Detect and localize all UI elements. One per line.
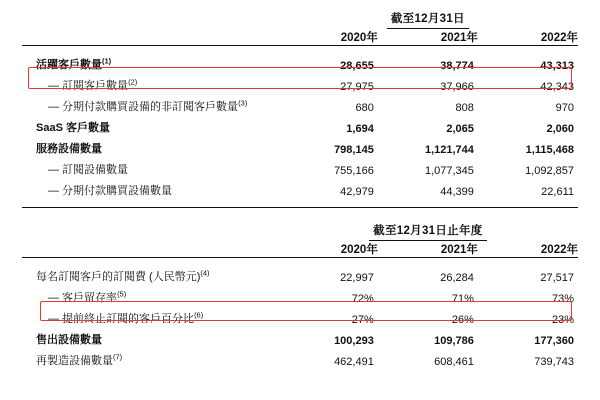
row-label-service-devices-text: 服務設備數量 <box>36 142 102 155</box>
cell-retention-rate-2020: 72% <box>351 292 374 305</box>
cell-early-termination-2022: 23% <box>551 313 574 326</box>
section1-header-spacer <box>22 10 278 29</box>
customer-metrics-table <box>22 10 578 208</box>
row-label-remanufactured-devices-text: 再製造設備數量 <box>36 354 113 367</box>
row-label-retention-rate-text: — 客戶留存率 <box>48 291 118 304</box>
section1-bottom-spacer <box>22 200 578 207</box>
annual-metrics-table <box>22 222 578 370</box>
section1-year-2021: 2021年 <box>440 32 478 44</box>
cell-subscription-fee-2021: 26,284 <box>440 271 474 284</box>
cell-devices-sold-2021: 109,786 <box>434 334 474 347</box>
cell-early-termination-2021: 26% <box>451 313 474 326</box>
cell-installment-devices-2022: 22,611 <box>541 185 574 198</box>
table-row <box>22 265 578 286</box>
cell-installment-devices-2020: 42,979 <box>340 185 374 198</box>
row-label-devices-sold-text: 售出設備數量 <box>36 333 102 346</box>
cell-installment-devices-2021: 44,399 <box>440 185 474 198</box>
cell-subscription-devices-2020: 755,166 <box>334 164 374 177</box>
cell-active-customers-2021: 38,774 <box>440 59 474 72</box>
section1-bottom-spacer-cell <box>22 200 578 207</box>
row-label-devices-sold <box>22 328 278 349</box>
cell-saas-customers-2020: 1,694 <box>346 122 374 135</box>
row-note-subscription-customers: (2) <box>128 76 138 86</box>
cell-devices-sold-2022: 177,360 <box>534 334 574 347</box>
row-label-nonsub-installment-customers <box>22 95 278 116</box>
section1-period-header <box>278 10 578 29</box>
row-note-retention-rate: (5) <box>117 288 127 298</box>
cell-retention-rate-2021: 71% <box>451 292 474 305</box>
cell-subscription-devices-2021: 1,077,345 <box>424 164 474 177</box>
row-label-saas-customers <box>22 116 278 137</box>
section1-year-2022: 2022年 <box>540 32 578 44</box>
table-row <box>22 116 578 137</box>
cell-saas-customers-2022: 2,060 <box>546 122 574 135</box>
section-gap <box>22 208 578 222</box>
cell-retention-rate-2022: 73% <box>551 292 574 305</box>
table-row <box>22 74 578 95</box>
row-label-retention-rate <box>22 286 278 307</box>
section2-top-spacer-cell <box>22 258 578 265</box>
table-row <box>22 286 578 307</box>
row-label-installment-devices <box>22 179 278 200</box>
table-row <box>22 307 578 328</box>
cell-service-devices-2022: 1,115,468 <box>525 143 574 156</box>
section2-top-spacer <box>22 258 578 265</box>
section2-period-header <box>278 222 578 241</box>
cell-remanufactured-devices-2020: 462,491 <box>334 355 374 368</box>
section2-year-spacer <box>22 241 278 257</box>
row-note-active-customers: (1) <box>102 55 112 65</box>
section2-year-2022: 2022年 <box>540 244 578 256</box>
cell-subscription-customers-2020: 27,975 <box>340 80 374 93</box>
table-row <box>22 53 578 74</box>
row-note-early-termination: (6) <box>194 309 204 319</box>
section1-header-row <box>22 10 578 29</box>
row-label-subscription-fee <box>22 265 278 286</box>
row-label-active-customers-text: 活躍客戶數量 <box>36 58 102 71</box>
row-label-service-devices <box>22 137 278 158</box>
section1-year-row <box>22 29 578 45</box>
section2-period-header-text: 截至12月31日止年度 <box>369 222 486 241</box>
cell-subscription-customers-2022: 42,343 <box>540 80 574 93</box>
row-label-subscription-customers-text: — 訂閱客戶數量 <box>48 79 129 92</box>
section2-year-2020: 2020年 <box>340 244 378 256</box>
table-row <box>22 95 578 116</box>
cell-nonsub-installment-customers-2020: 680 <box>355 101 374 114</box>
table-row <box>22 328 578 349</box>
row-note-subscription-fee: (4) <box>200 267 210 277</box>
cell-active-customers-2022: 43,313 <box>540 59 574 72</box>
cell-subscription-fee-2020: 22,997 <box>340 271 374 284</box>
cell-active-customers-2020: 28,655 <box>340 59 374 72</box>
cell-saas-customers-2021: 2,065 <box>446 122 474 135</box>
section2-header-row <box>22 222 578 241</box>
section1-top-spacer-cell <box>22 46 578 53</box>
cell-remanufactured-devices-2022: 739,743 <box>534 355 574 368</box>
row-label-subscription-devices <box>22 158 278 179</box>
cell-devices-sold-2020: 100,293 <box>334 334 374 347</box>
section2-year-row <box>22 241 578 257</box>
cell-nonsub-installment-customers-2021: 808 <box>455 101 474 114</box>
row-label-saas-customers-text: SaaS 客戶數量 <box>36 121 110 134</box>
cell-service-devices-2020: 798,145 <box>334 143 374 156</box>
cell-subscription-customers-2021: 37,966 <box>440 80 474 93</box>
cell-subscription-fee-2022: 27,517 <box>540 271 574 284</box>
row-label-remanufactured-devices <box>22 349 278 370</box>
section1-top-spacer <box>22 46 578 53</box>
section1-year-spacer <box>22 29 278 45</box>
row-label-active-customers <box>22 53 278 74</box>
section2-year-2021: 2021年 <box>440 244 478 256</box>
row-label-installment-devices-text: — 分期付款購買設備數量 <box>48 184 173 197</box>
section1-year-2020: 2020年 <box>340 32 378 44</box>
row-note-nonsub-installment-customers: (3) <box>238 97 248 107</box>
row-label-subscription-customers <box>22 74 278 95</box>
cell-nonsub-installment-customers-2022: 970 <box>555 101 574 114</box>
row-label-early-termination-text: — 提前終止訂閱的客戶百分比 <box>48 312 195 325</box>
row-label-early-termination <box>22 307 278 328</box>
table-row <box>22 158 578 179</box>
table-row <box>22 137 578 158</box>
section2-header-spacer <box>22 222 278 241</box>
cell-early-termination-2020: 27% <box>351 313 374 326</box>
cell-service-devices-2021: 1,121,744 <box>424 143 474 156</box>
row-label-subscription-devices-text: — 訂閱設備數量 <box>48 163 129 176</box>
row-label-nonsub-installment-customers-text: — 分期付款購買設備的非訂閱客戶數量 <box>48 100 239 113</box>
cell-subscription-devices-2022: 1,092,857 <box>525 164 574 177</box>
row-note-remanufactured-devices: (7) <box>113 351 123 361</box>
row-label-subscription-fee-text: 每名訂閱客戶的訂閱費 (人民幣元) <box>36 270 201 283</box>
table-row <box>22 179 578 200</box>
section1-period-header-text: 截至12月31日 <box>387 10 469 29</box>
cell-remanufactured-devices-2021: 608,461 <box>434 355 474 368</box>
table-row <box>22 349 578 370</box>
